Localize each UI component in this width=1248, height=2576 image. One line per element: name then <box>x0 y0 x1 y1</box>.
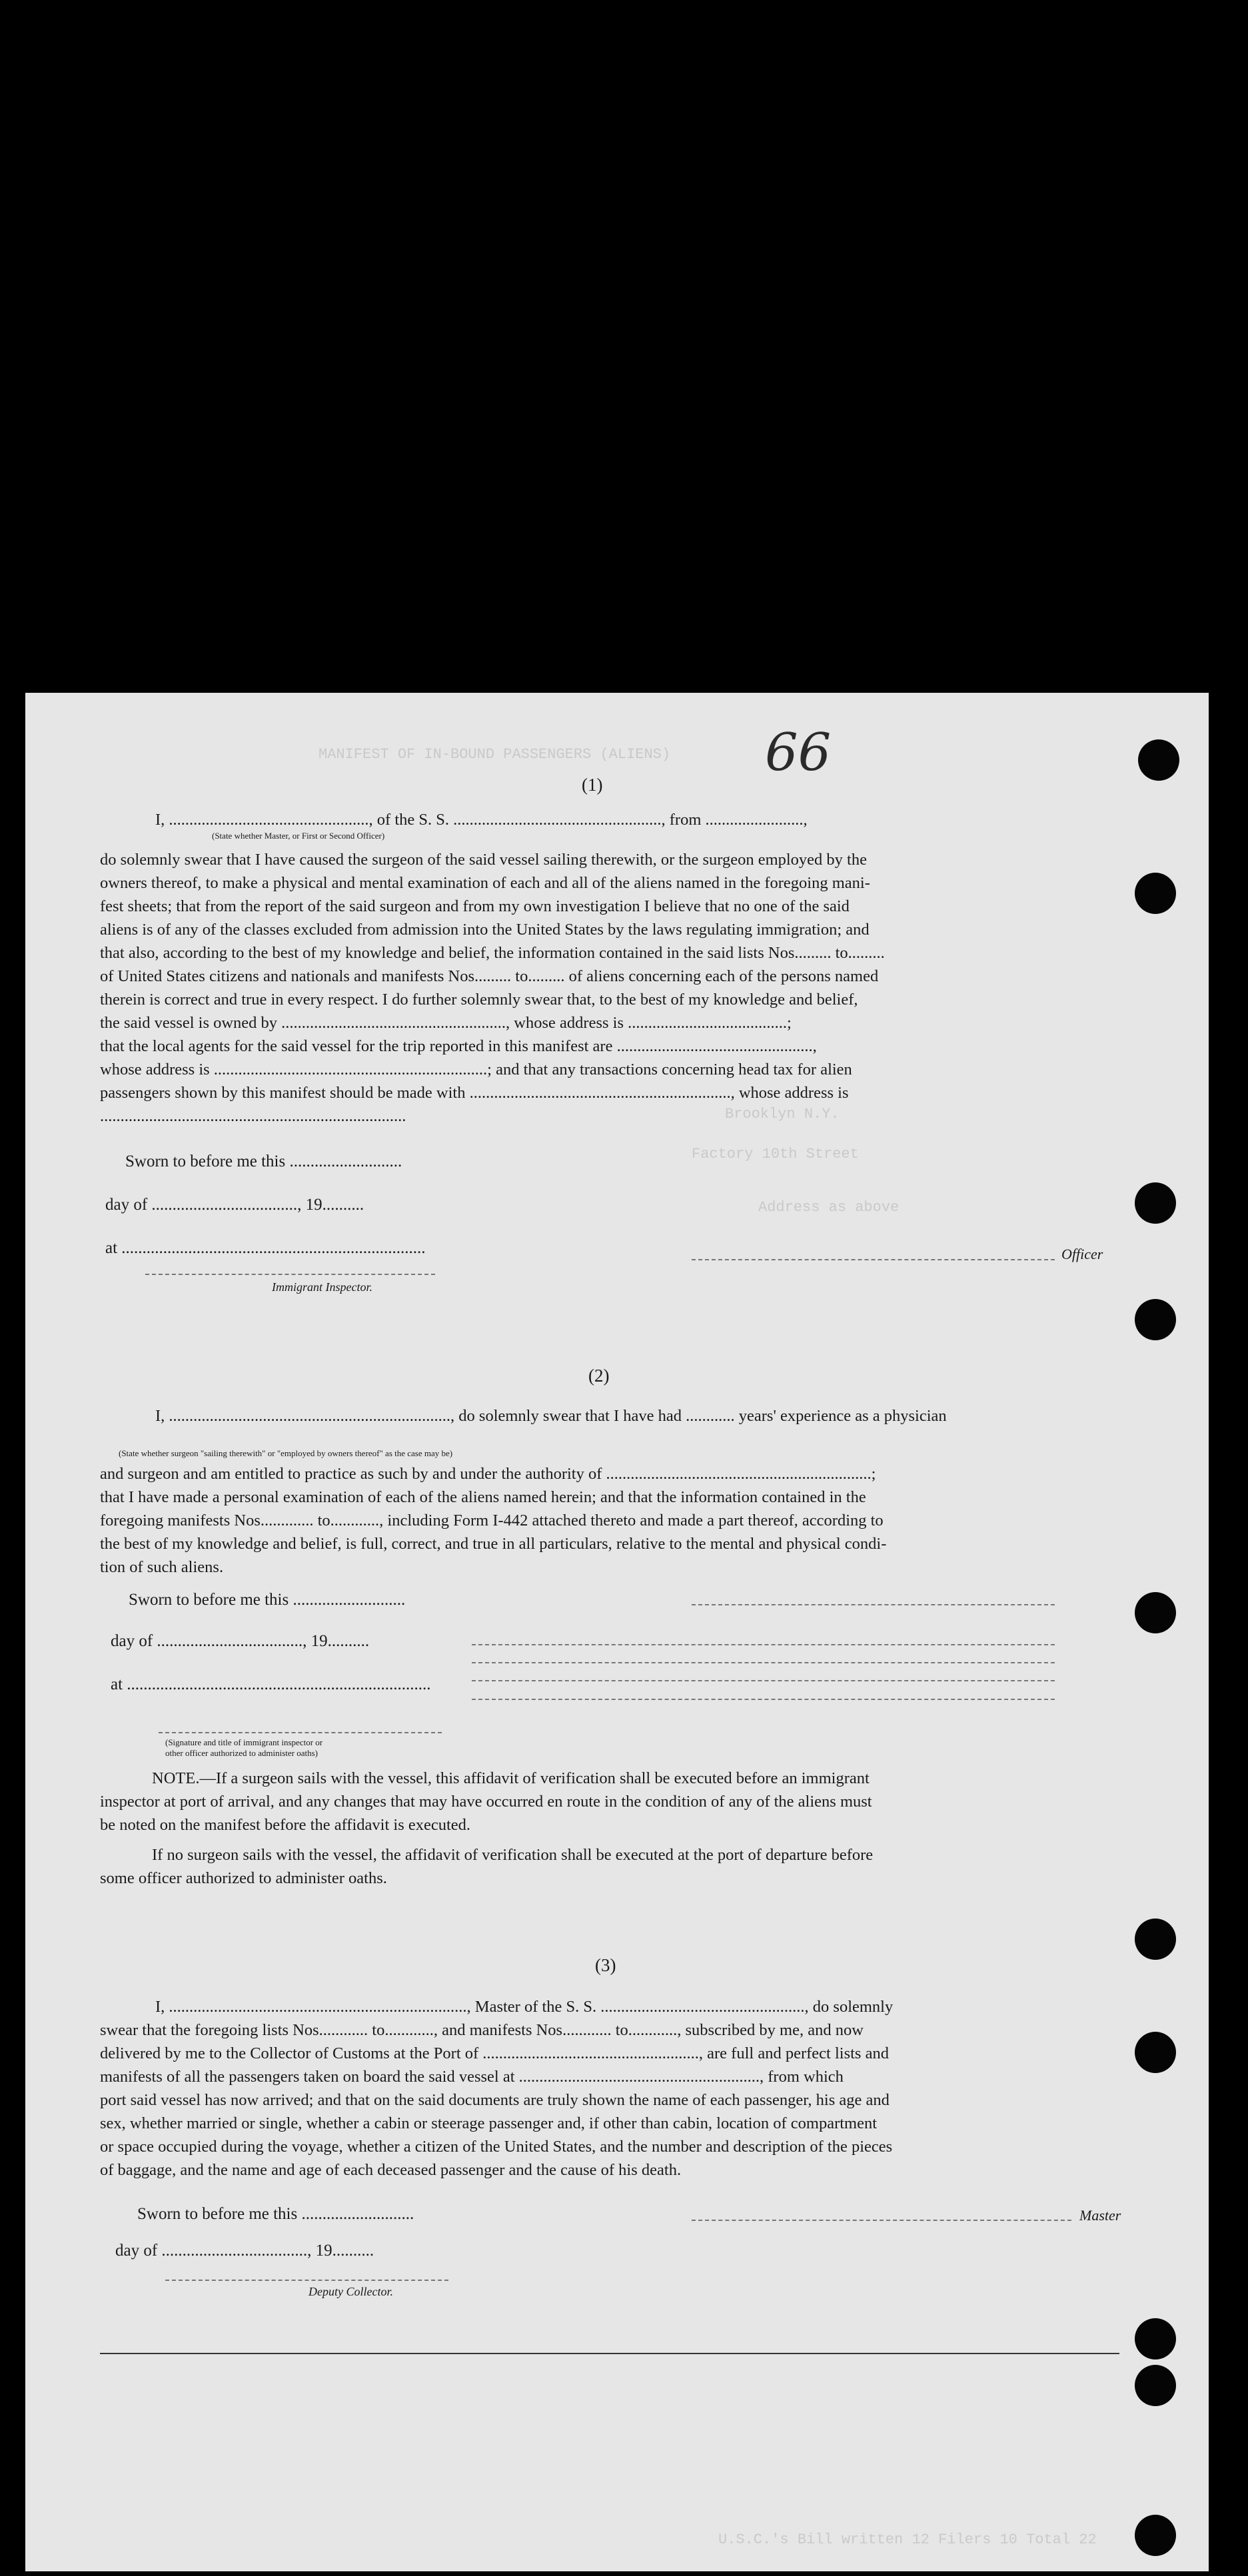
binder-hole <box>1135 2318 1176 2360</box>
section-3-text-line: manifests of all the passengers taken on board the said vessel at ..........................................................., from which <box>100 2068 844 2086</box>
bleed-through-text: Address as above <box>758 1199 900 1216</box>
manifest-affidavit-page <box>25 693 1209 2571</box>
binder-hole <box>1135 1182 1176 1224</box>
binder-hole <box>1135 873 1176 914</box>
section-3-text-line: of baggage, and the name and age of each deceased passenger and the cause of his death. <box>100 2161 682 2179</box>
binder-hole <box>1138 739 1179 781</box>
section-1-sworn-line: Sworn to before me this ........................... <box>125 1152 402 1170</box>
section-1-number: (1) <box>582 775 603 795</box>
bleed-through-text: Factory 10th Street <box>692 1146 859 1162</box>
note-text-line: some officer authorized to administer oaths. <box>100 1869 387 1887</box>
binder-hole <box>1135 2365 1176 2406</box>
section-2-sworn-line: Sworn to before me this ........................... <box>129 1591 406 1609</box>
binder-hole <box>1135 1299 1176 1340</box>
note-text-line: NOTE.—If a surgeon sails with the vessel, this affidavit of verification shall be executed before an immigrant <box>152 1769 870 1787</box>
section-1-text-line: that also, according to the best of my knowledge and belief, the information contained in the said lists Nos......... to......... <box>100 944 885 962</box>
section-2-inspector-signature-line <box>159 1732 442 1733</box>
section-2-certificate-line <box>472 1662 1055 1663</box>
section-1-text-line: do solemnly swear that I have caused the surgeon of the said vessel sailing therewith, or the surgeon employed by the <box>100 851 867 869</box>
section-2-signature-note: (Signature and title of immigrant inspector or <box>165 1737 323 1747</box>
section-1-text-line: passengers shown by this manifest should be made with ................................................................, whose address is <box>100 1084 849 1102</box>
section-2-certificate-line <box>472 1644 1055 1645</box>
section-1-inspector-signature-line <box>145 1274 435 1275</box>
section-1-officer-label: Officer <box>1061 1246 1103 1262</box>
bleed-through-text: U.S.C.'s Bill written 12 Filers 10 Total 22 <box>718 2531 1097 2548</box>
binder-hole <box>1135 2515 1176 2556</box>
section-3-text-line: delivered by me to the Collector of Customs at the Port of ....................................................., are full and perfect lists and <box>100 2044 889 2062</box>
handwritten-page-number: 66 <box>765 723 832 783</box>
section-2-line: I, ....................................................................., do solemnly swear that I have had ............ years' experience as a physician <box>155 1407 947 1425</box>
section-3-text-line: sex, whether married or single, whether a cabin or steerage passenger and, if other than cabin, location of compartment <box>100 2114 878 2132</box>
bottom-rule <box>100 2353 1119 2354</box>
section-2-text-line: and surgeon and am entitled to practice as such by and under the authority of .................................................................; <box>100 1465 876 1483</box>
section-3-sworn-line: Sworn to before me this ........................... <box>137 2205 414 2223</box>
section-1-at-line: at ......................................................................... <box>105 1239 426 1257</box>
bleed-through-text: Brooklyn N.Y. <box>725 1106 840 1122</box>
binder-hole <box>1135 2032 1176 2073</box>
section-2-signature-line <box>692 1604 1055 1605</box>
note-text-line: If no surgeon sails with the vessel, the affidavit of verification shall be executed at the port of departure before <box>152 1846 874 1864</box>
section-2-signature-note: other officer authorized to administer oaths) <box>165 1748 318 1758</box>
section-3-collector-label: Deputy Collector. <box>309 2285 393 2298</box>
bleed-through-text: MANIFEST OF IN-BOUND PASSENGERS (ALIENS) <box>318 746 671 763</box>
section-3-text-line: I, ........................................................................., Master of the S. S. .................................................., do solemnly <box>155 1998 894 2016</box>
section-3-master-label: Master <box>1079 2207 1121 2224</box>
section-2-certificate-line <box>472 1680 1055 1681</box>
section-2-note: (State whether surgeon "sailing therewith" or "employed by owners thereof" as the case may be) <box>119 1448 453 1458</box>
section-3-collector-signature-line <box>165 2280 448 2281</box>
section-1-text-line: aliens is of any of the classes excluded from admission into the United States by the laws regulating immigration; and <box>100 921 870 939</box>
section-3-text-line: port said vessel has now arrived; and that on the said documents are truly shown the name of each passenger, his age and <box>100 2091 890 2109</box>
section-3-master-signature-line <box>692 2220 1071 2221</box>
section-1-text-line: ........................................................................... <box>100 1107 406 1125</box>
note-text-line: inspector at port of arrival, and any changes that may have occurred en route in the condition of any of the aliens must <box>100 1793 872 1811</box>
section-1-officer-signature-line <box>692 1259 1055 1260</box>
section-1-inspector-label: Immigrant Inspector. <box>272 1280 372 1294</box>
section-2-text-line: the best of my knowledge and belief, is full, correct, and true in all particulars, relative to the mental and physical condi- <box>100 1535 887 1553</box>
section-2-text-line: tion of such aliens. <box>100 1558 224 1576</box>
section-1-text-line: the said vessel is owned by ......................................................., whose address is .......................................; <box>100 1014 792 1032</box>
section-3-day-line: day of ..................................., 19.......... <box>115 2242 374 2260</box>
section-1-text-line: of United States citizens and nationals and manifests Nos......... to......... of aliens concerning each of the persons named <box>100 967 879 985</box>
section-2-certificate-line <box>472 1699 1055 1700</box>
section-3-text-line: swear that the foregoing lists Nos............ to............, and manifests Nos............ to............, subscribed by me, and now <box>100 2021 864 2039</box>
binder-hole <box>1135 1919 1176 1960</box>
section-1-line: I, ................................................., of the S. S. ..................................................., from ........................, <box>155 811 808 829</box>
binder-hole <box>1135 1592 1176 1633</box>
section-3-text-line: or space occupied during the voyage, whether a citizen of the United States, and the number and description of the pieces <box>100 2138 893 2156</box>
section-1-text-line: fest sheets; that from the report of the said surgeon and from my own investigation I believe that no one of the said <box>100 897 850 915</box>
section-3-number: (3) <box>595 1955 616 1975</box>
section-1-day-line: day of ..................................., 19.......... <box>105 1196 364 1214</box>
section-2-at-line: at ......................................................................... <box>111 1675 431 1693</box>
section-2-number: (2) <box>588 1366 610 1386</box>
section-1-text-line: that the local agents for the said vessel for the trip reported in this manifest are ................................................, <box>100 1037 817 1055</box>
section-1-text-line: whose address is ...................................................................; and that any transactions concerning head tax for alien <box>100 1061 852 1078</box>
note-text-line: be noted on the manifest before the affidavit is executed. <box>100 1816 471 1834</box>
section-1-text-line: owners thereof, to make a physical and mental examination of each and all of the aliens named in the foregoing mani- <box>100 874 870 892</box>
section-2-text-line: that I have made a personal examination of each of the aliens named herein; and that the information contained in the <box>100 1488 866 1506</box>
section-2-text-line: foregoing manifests Nos............. to............, including Form I-442 attached thereto and made a part thereof, according to <box>100 1511 884 1529</box>
section-2-day-line: day of ..................................., 19.......... <box>111 1632 370 1650</box>
section-1-note: (State whether Master, or First or Second Officer) <box>212 831 385 841</box>
section-1-text-line: therein is correct and true in every respect. I do further solemnly swear that, to the best of my knowledge and belief, <box>100 991 858 1009</box>
